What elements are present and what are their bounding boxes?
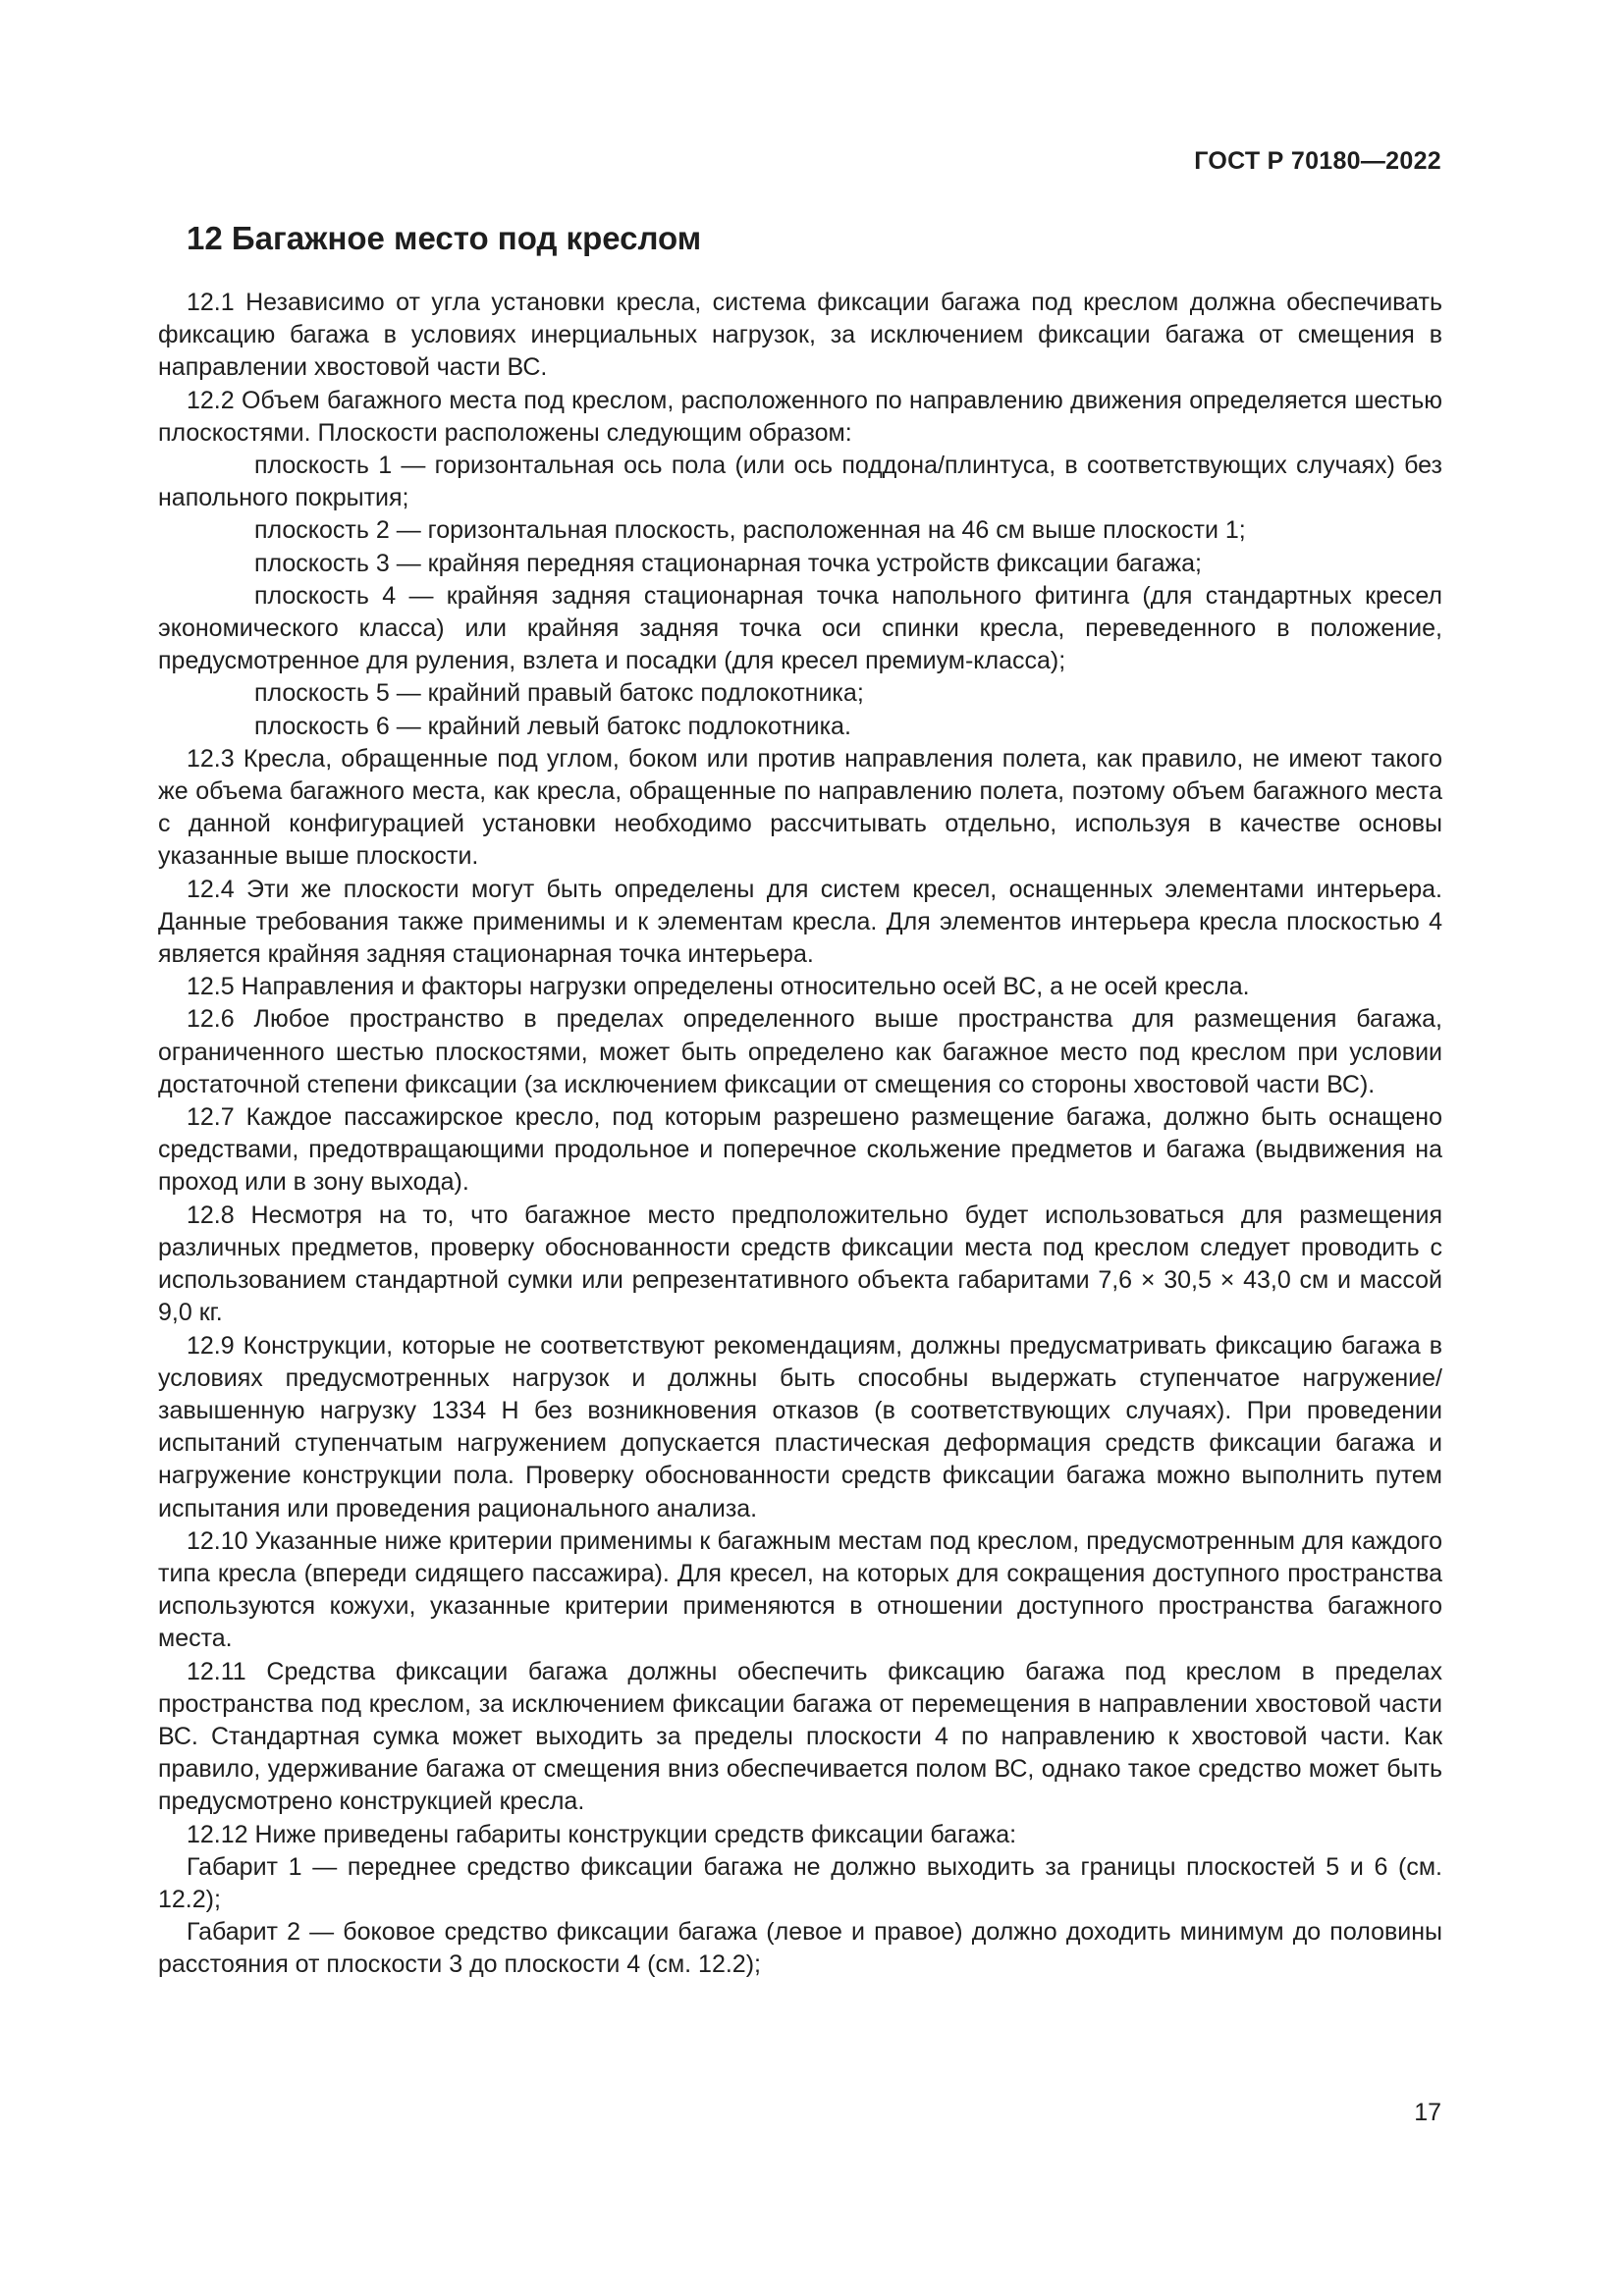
paragraph-12-5: 12.5 Направления и факторы нагрузки определены относительно осей ВС, а не осей кресла. [187,973,1250,1001]
plane-6-item: плоскость 6 — крайний левый батокс подлокотника. [254,712,851,740]
paragraph-12-1: 12.1 Независимо от угла установки кресла, система фиксации багажа под креслом должна обеспечивать фиксацию багажа в условиях инерциальных нагрузок, за исключением фиксации багажа от смещения в направлении хвостовой части ВС. [158,289,1442,382]
section-body [158,287,1442,1982]
dimension-2-item: Габарит 2 — боковое средство фиксации багажа (левое и правое) должно доходить минимум до половины расстояния от плоскости 3 до плоскости 4 (см. 12.2); [158,1918,1442,1979]
paragraph-12-6: 12.6 Любое пространство в пределах определенного выше пространства для размещения багажа, ограниченного шестью плоскостями, может быть определено как багажное место под креслом при условии достаточной степени фиксации (за исключением фиксации от смещения со стороны хвостовой части ВС). [158,1005,1442,1098]
dimension-1-item: Габарит 1 — переднее средство фиксации багажа не должно выходить за границы плоскостей 5 и 6 (см. 12.2); [158,1852,1442,1913]
plane-1-item: плоскость 1 — горизонтальная ось пола (или ось поддона/плинтуса, в соответствующих случаях) без напольного покрытия; [158,452,1442,512]
plane-3-item: плоскость 3 — крайняя передняя стационарная точка устройств фиксации багажа; [254,549,1202,577]
paragraph-12-12: 12.12 Ниже приведены габариты конструкции средств фиксации багажа: [187,1820,1017,1848]
paragraph-12-2: 12.2 Объем багажного места под креслом, расположенного по направлению движения определяется шестью плоскостями. Плоскости расположены следующим образом: [158,386,1442,447]
plane-2-item: плоскость 2 — горизонтальная плоскость, расположенная на 46 см выше плоскости 1; [254,516,1246,545]
document-standard-code: ГОСТ Р 70180—2022 [1194,147,1441,175]
paragraph-12-4: 12.4 Эти же плоскости могут быть определены для систем кресел, оснащенных элементами интерьера. Данные требования также применимы и к элементам кресла. Для элементов интерьера кресла плоскостью 4 является крайняя задняя стационарная точка интерьера. [158,875,1442,969]
paragraph-12-7: 12.7 Каждое пассажирское кресло, под которым разрешено размещение багажа, должно быть оснащено средствами, предотвращающими продольное и поперечное скольжение предметов и багажа (выдвижения на проход или в зону выхода). [158,1103,1442,1197]
paragraph-12-10: 12.10 Указанные ниже критерии применимы к багажным местам под креслом, предусмотренным для каждого типа кресла (впереди сидящего пассажира). Для кресел, на которых для сокращения доступного пространства используются кожухи, указанные критерии применяются в отношении доступного пространства багажного места. [158,1526,1442,1653]
paragraph-12-3: 12.3 Кресла, обращенные под углом, боком или против направления полета, как правило, не имеют такого же объема багажного места, как кресла, обращенные по направлению полета, поэтому объем багажного места с данной конфигурацией установки необходимо рассчитывать отдельно, используя в качестве основы указанные выше плоскости. [158,744,1442,871]
plane-4-item: плоскость 4 — крайняя задняя стационарная точка напольного фитинга (для стандартных кресел экономического класса) или крайняя задняя точка оси спинки кресла, переведенного в положение, предусмотренное для руления, взлета и посадки (для кресел премиум-класса); [158,581,1442,675]
section-title: 12 Багажное место под креслом [187,220,702,256]
paragraph-12-11: 12.11 Средства фиксации багажа должны обеспечить фиксацию багажа под креслом в пределах пространства под креслом, за исключением фиксации багажа от перемещения в направлении хвостовой части ВС. Стандартная сумка может выходить за пределы плоскости 4 по направлению к хвостовой части. Как правило, удерживание багажа от смещения вниз обеспечивается полом ВС, однако такое средство может быть предусмотрено конструкцией кресла. [158,1657,1442,1816]
page-number: 17 [1414,2099,1441,2126]
paragraph-12-9: 12.9 Конструкции, которые не соответствуют рекомендациям, должны предусматривать фиксацию багажа в условиях предусмотренных нагрузок и должны быть способны выдержать ступенчатое нагружение/завышенную нагрузку 1334 Н без возникновения отказов (в соответствующих случаях). При проведении испытаний ступенчатым нагружением допускается пластическая деформация средств фиксации багажа и нагружение конструкции пола. Проверку обоснованности средств фиксации багажа можно выполнить путем испытания или проведения рационального анализа. [158,1331,1442,1522]
paragraph-12-8: 12.8 Несмотря на то, что багажное место предположительно будет использоваться для размещения различных предметов, проверку обоснованности средств фиксации места под креслом следует проводить с использованием стандартной сумки или репрезентативного объекта габаритами 7,6 × 30,5 × 43,0 см и массой 9,0 кг. [158,1201,1442,1327]
plane-5-item: плоскость 5 — крайний правый батокс подлокотника; [254,679,864,708]
